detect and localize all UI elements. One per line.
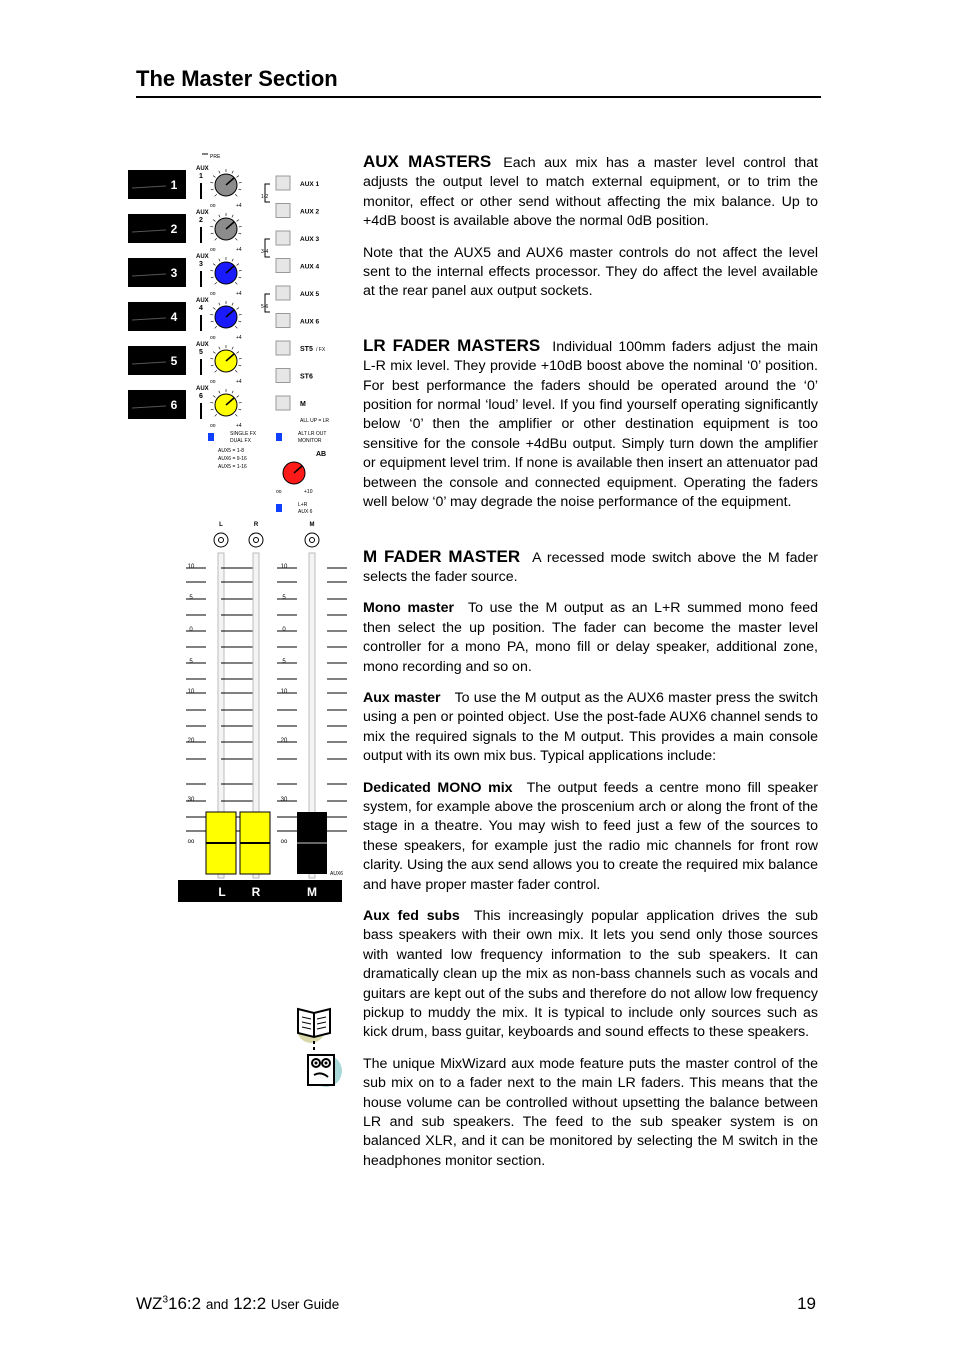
knob-tick xyxy=(213,396,215,398)
knob-tick xyxy=(237,396,239,398)
book-icon xyxy=(297,1009,330,1043)
master-section-panel-illustration xyxy=(126,148,348,908)
channel-tab-label: 6 xyxy=(170,398,178,412)
aux-button-label: AUX 6 xyxy=(300,318,320,326)
aux6-tag: AUX6 xyxy=(330,871,344,877)
knob-tick xyxy=(238,189,241,190)
knob-tick xyxy=(219,391,220,394)
footer-model: 16:2 xyxy=(168,1294,202,1313)
knob-tick xyxy=(215,282,217,284)
knob-tick xyxy=(219,303,220,306)
fader-led xyxy=(219,538,224,543)
knob-tick xyxy=(238,321,241,322)
knob-tick xyxy=(219,347,220,350)
fader-scale-label: 0 xyxy=(189,627,193,633)
knob-tick xyxy=(215,370,217,372)
footer-sup: 3 xyxy=(162,1294,168,1306)
knob-tick xyxy=(238,365,241,366)
aux-master-button xyxy=(276,314,290,328)
aux-knob-word: AUX xyxy=(196,166,209,172)
fader-scale-label: 5 xyxy=(189,595,193,601)
st-fx-label: / FX xyxy=(316,347,326,353)
knob-scale-min: oo xyxy=(210,291,216,297)
st-button xyxy=(276,341,290,355)
mono-master-label: Mono master xyxy=(363,600,454,617)
fader-scale-label: 30 xyxy=(280,797,288,803)
fader-led xyxy=(310,538,315,543)
m-fader-intro xyxy=(363,547,818,588)
fader-scale-label: oo xyxy=(187,839,195,845)
fader-bottom-label: M xyxy=(307,885,317,899)
knob-scale-max: +4 xyxy=(236,379,242,385)
st-button-label: ST6 xyxy=(300,373,313,381)
fader-scale-label: 30 xyxy=(187,797,195,803)
knob-tick xyxy=(215,414,217,416)
fader-bottom-label: L xyxy=(218,885,226,899)
fader-scale-label: 20 xyxy=(280,738,288,744)
aux-knob-word: AUX xyxy=(196,342,209,348)
knob-tick xyxy=(235,326,237,328)
alt-switch-label: ALT LR OUT xyxy=(298,431,327,437)
panel-diagram xyxy=(126,148,348,908)
aux-knob-word: AUX xyxy=(196,386,209,392)
aux-button-label: AUX 5 xyxy=(300,291,320,298)
footer-model2: 12:2 xyxy=(233,1294,267,1313)
aux-fed-subs-label: Aux fed subs xyxy=(363,908,460,924)
knob-tick xyxy=(211,189,214,190)
knob-tick xyxy=(235,370,237,372)
mono-master-para xyxy=(363,599,818,677)
ab-scale-max: +10 xyxy=(304,489,313,495)
footer xyxy=(136,1294,816,1314)
channel-tab-label: 3 xyxy=(170,266,178,280)
pre-label: PRE xyxy=(210,154,221,160)
aux-master-text: To use the M output as the AUX6 master press the switch using a pen or pointed object. Use the post-fade AUX6 channel sends to mix the required signals to the M output. This provides a main console output with its own mix bus. Typical applications include: xyxy=(363,689,818,765)
footer-guide: User Guide xyxy=(270,1297,340,1312)
aux-knob-word: AUX xyxy=(196,298,209,304)
knob-scale-max: +4 xyxy=(236,203,242,209)
aux-knob-number: 2 xyxy=(199,217,203,224)
fader-scale-label: 0 xyxy=(282,627,286,633)
knob-tick xyxy=(237,220,239,222)
ab-label: AB xyxy=(316,451,327,458)
knob-scale-max: +4 xyxy=(236,291,242,297)
aux-note: AUX6 = 9-16 xyxy=(218,456,247,462)
knob-tick xyxy=(219,259,220,262)
knob-tick xyxy=(232,215,233,218)
pair-label: 5-6 xyxy=(261,304,269,310)
knob-tick xyxy=(238,409,241,410)
knob-scale-min: oo xyxy=(210,335,216,341)
m-fader-heading: M FADER MASTER xyxy=(363,546,521,566)
fader-scale-label: 10 xyxy=(280,689,288,695)
fader-scale-label: 10 xyxy=(187,689,195,695)
aux-knob-word: AUX xyxy=(196,254,209,260)
knob-tick xyxy=(235,282,237,284)
m-switch-led xyxy=(276,504,282,512)
aux-knob-word: AUX xyxy=(196,210,209,216)
fx-switch-led xyxy=(208,433,214,441)
fader-led xyxy=(254,538,259,543)
fader-top-label: L xyxy=(219,522,223,528)
aux-fed-subs-para xyxy=(363,907,818,1043)
aux-note: AUX5 = 1-16 xyxy=(218,464,247,470)
dedicated-mono-text: The output feeds a centre mono fill speaker system, for example above the proscenium arch or along the front of the stage in a theatre. You may wish to feed just a few of the sources to these speakers, for example just the radio mic channels for front row clarity. Using the aux send allows you to create the required mix balance and have proper master fader control. xyxy=(363,779,818,893)
note-icons xyxy=(294,1005,346,1090)
knob-tick xyxy=(211,365,214,366)
footer-and: and xyxy=(205,1297,229,1312)
fader-top-label: R xyxy=(253,522,259,528)
fx-switch-label: DUAL FX xyxy=(230,438,251,444)
fader-top-label: M xyxy=(309,522,315,528)
aux-master-button xyxy=(276,286,290,300)
channel-tab-label: 5 xyxy=(170,354,178,368)
knob-tick xyxy=(213,176,215,178)
pair-label: 3-4 xyxy=(261,249,269,255)
knob-tick xyxy=(211,233,214,234)
knob-scale-max: +4 xyxy=(236,247,242,253)
fx-switch-label: SINGLE FX xyxy=(230,431,257,437)
aux-button-label: AUX 4 xyxy=(300,263,320,271)
eye-note-icon xyxy=(308,1055,342,1087)
fader-scale-label: 5 xyxy=(282,659,286,665)
text-column xyxy=(363,152,818,1183)
knob-tick xyxy=(213,220,215,222)
footer-brand: WZ xyxy=(136,1294,163,1313)
aux-note: AUX5 = 1-8 xyxy=(218,448,244,454)
knob-tick xyxy=(232,259,233,262)
fader-bottom-label: R xyxy=(251,885,261,899)
aux-button-label: AUX 1 xyxy=(300,181,320,188)
aux-button-label: AUX 2 xyxy=(300,208,320,216)
page-title: The Master Section xyxy=(136,66,338,91)
channel-tab-label: 2 xyxy=(170,222,178,236)
aux-knob-number: 6 xyxy=(199,393,203,400)
title-rule xyxy=(136,96,821,98)
aux-masters-heading: AUX MASTERS xyxy=(363,152,492,171)
m-fader-intro-text: A recessed mode switch above the M fader selects the fader source. xyxy=(363,549,819,585)
lr-fader-text: Individual 100mm faders adjust the main L-R mix level. They provide +10dB boost above the nominal ‘0’ position. For best performance the faders should be operated around the ‘0’ position for normal ‘loud’ level. If you find yourself operating significantly below ‘0’ then the amplifier or other destination equipment is too sensitive for the console +4dBu output. Simply turn down the amplifier or equipment level trim. If none is available then insert an attenuator pad between the console and connected equipment. Operating the faders well below ‘0’ may degrade the noise performance of the equipment. xyxy=(363,338,818,511)
ab-scale-min: oo xyxy=(276,489,282,495)
fader-scale-label: 10 xyxy=(187,564,195,570)
fader-scale-label: 5 xyxy=(282,595,286,601)
channel-tab-label: 4 xyxy=(170,310,178,324)
knob-tick xyxy=(232,171,233,174)
knob-scale-max: +4 xyxy=(236,423,242,429)
m-switch-label: AUX 6 xyxy=(298,509,313,515)
mono-master-text: To use the M output as an L+R summed mono feed then select the up position. The fader can become the master level controller for a mono PA, mono fill or delay speaker, additional zone, mono recording and so on. xyxy=(363,600,818,675)
aux-master-button xyxy=(276,204,290,218)
pair-label: 1-2 xyxy=(261,194,269,200)
knob-tick xyxy=(238,233,241,234)
knob-tick xyxy=(235,414,237,416)
aux-master-button xyxy=(276,176,290,190)
fader-scale-label: oo xyxy=(280,839,288,845)
lr-fader-heading: LR FADER MASTERS xyxy=(363,335,541,355)
knob-tick xyxy=(232,303,233,306)
fader-scale-label: 20 xyxy=(187,738,195,744)
knob-tick xyxy=(215,326,217,328)
knob-tick xyxy=(232,391,233,394)
st-button-label: M xyxy=(300,401,306,408)
aux-masters-para-2: Note that the AUX5 and AUX6 master controls do not affect the level sent to the internal effects processor. They do affect the level available at the rear panel aux output sockets. xyxy=(363,244,818,300)
alt-switch-label: MONITOR xyxy=(298,438,322,444)
knob-tick xyxy=(213,264,215,266)
knob-tick xyxy=(211,321,214,322)
aux-button-label: AUX 3 xyxy=(300,236,320,243)
knob-tick xyxy=(237,264,239,266)
aux-master-para xyxy=(363,689,818,767)
knob-tick xyxy=(211,409,214,410)
dedicated-mono-label: Dedicated MONO mix xyxy=(363,779,513,796)
knob-tick xyxy=(238,277,241,278)
knob-tick xyxy=(213,308,215,310)
dedicated-mono-para xyxy=(363,779,818,895)
knob-tick xyxy=(235,194,237,196)
st-button-label: ST5 xyxy=(300,346,313,353)
fader-scale-label: 5 xyxy=(189,659,193,665)
knob-scale-min: oo xyxy=(210,423,216,429)
all-up-label: ALL UP = LR xyxy=(300,418,330,424)
page-number: 19 xyxy=(797,1294,816,1313)
aux-master-button xyxy=(276,259,290,273)
closing-para: The unique MixWizard aux mode feature puts the master control of the sub mix on to a fader next to the main LR faders. This means that the house volume can be controlled without upsetting the balance between LR and sub speakers. The feed to the sub speaker system is on balanced XLR, and it can be monitored by selecting the M switch in the headphones monitor section. xyxy=(363,1055,818,1169)
knob-scale-min: oo xyxy=(210,247,216,253)
aux-knob-number: 4 xyxy=(199,305,203,312)
aux-master-button xyxy=(276,231,290,245)
aux-masters-text: Each aux mix has a master level control that adjusts the output level to match external equipment, or to trim the monitor, effect or other send without affecting the mix balance. Up to +4dB boost is available above the normal 0dB position. xyxy=(363,155,818,230)
lr-fader-para xyxy=(363,336,818,513)
aux-knob-number: 3 xyxy=(199,261,203,268)
st-button xyxy=(276,369,290,383)
knob-tick xyxy=(215,194,217,196)
knob-tick xyxy=(232,347,233,350)
alt-switch-led xyxy=(276,433,282,441)
knob-tick xyxy=(235,238,237,240)
knob-scale-min: oo xyxy=(210,379,216,385)
knob-tick xyxy=(219,171,220,174)
fader-scale-label: 10 xyxy=(280,564,288,570)
channel-tab-label: 1 xyxy=(170,178,178,192)
knob-scale-max: +4 xyxy=(236,335,242,341)
knob-scale-min: oo xyxy=(210,203,216,209)
knob-tick xyxy=(213,352,215,354)
aux-knob-number: 5 xyxy=(199,349,203,356)
knob-tick xyxy=(211,277,214,278)
aux-fed-subs-text: This increasingly popular application drives the sub bass speakers with their own mix. It lets you send only those sources with wanted low frequency information to the sub speakers. It can dramatically clean up the mix as non-bass channels such as vocals and guitars are kept out of the subs and therefore do not allow low frequency pickup to muddy the mix. It is typical to include only sources such as kick drum, bass guitar, keyboards and sound effects to these speakers. xyxy=(363,908,818,1041)
knob-tick xyxy=(237,308,239,310)
aux-master-label: Aux master xyxy=(363,689,441,706)
aux-masters-para-1 xyxy=(363,152,818,232)
aux-knob-number: 1 xyxy=(199,173,203,180)
m-switch-label: L+R xyxy=(298,502,308,508)
knob-tick xyxy=(237,352,239,354)
knob-tick xyxy=(219,215,220,218)
knob-tick xyxy=(215,238,217,240)
st-button xyxy=(276,396,290,410)
knob-tick xyxy=(237,176,239,178)
